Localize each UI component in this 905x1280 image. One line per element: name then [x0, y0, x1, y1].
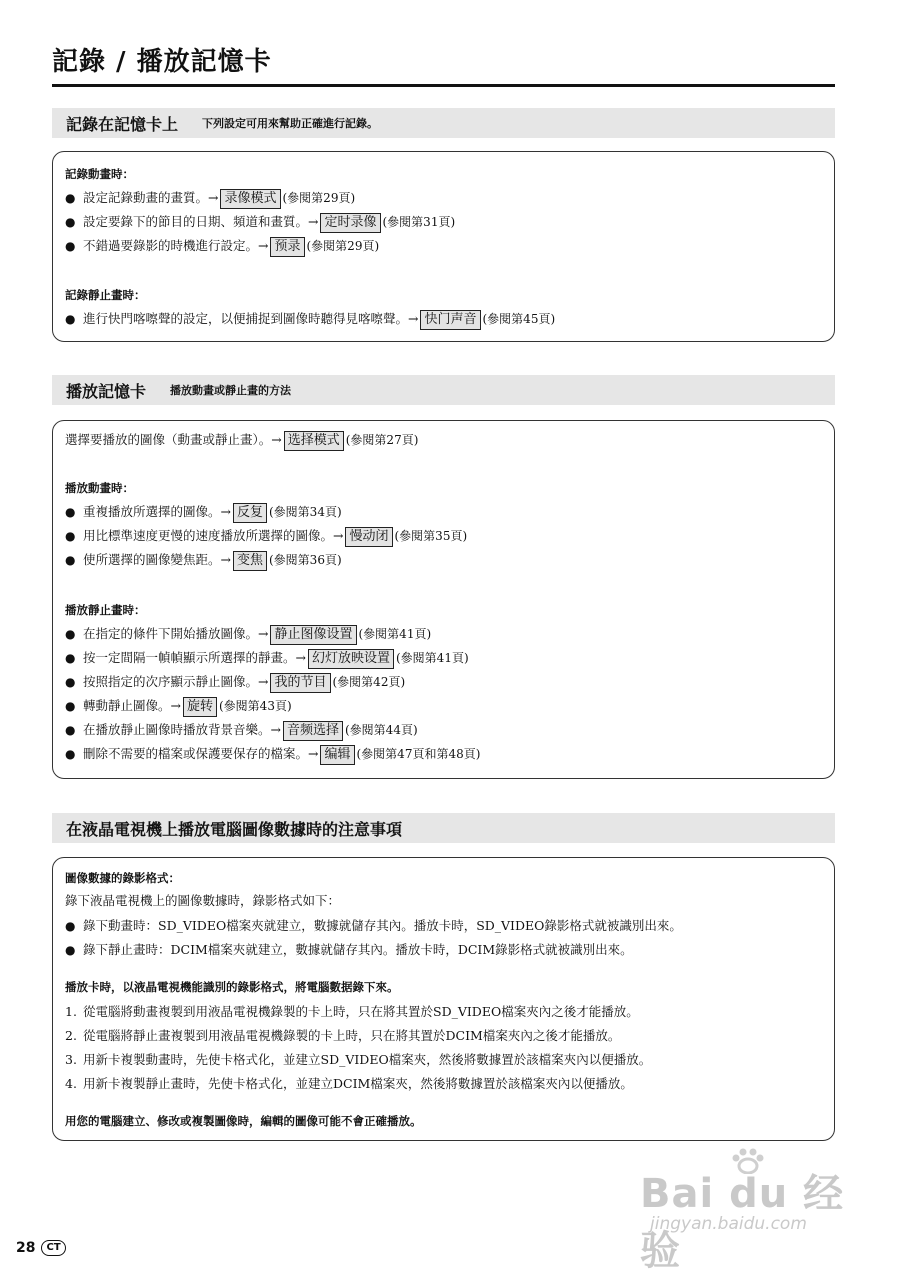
list-item: [65, 672, 822, 693]
page-ref: (參閱第34頁): [269, 505, 342, 519]
menu-key: 旋转: [183, 697, 217, 717]
baidu-watermark: [640, 1148, 870, 1274]
menu-key: 编辑: [320, 745, 354, 765]
list-item: [65, 550, 822, 571]
step-text: 用新卡複製動畫時，先使卡格式化，並建立SD_VIDEO檔案夾，然後將數據置於該檔案夾內以便播放。: [83, 1052, 652, 1067]
menu-key: 音频选择: [283, 721, 343, 741]
group-heading: 記錄動畫時：: [65, 167, 134, 181]
page-ref: (參閱第43頁): [219, 699, 292, 713]
intro-line: [65, 430, 822, 451]
page-ref: (參閱第35頁): [394, 529, 468, 543]
item-text: 不錯過要錄影的時機進行設定。→: [83, 238, 269, 253]
menu-key: 选择模式: [284, 431, 344, 451]
section-subtitle: 播放動畫或靜止畫的方法: [170, 384, 292, 397]
section-header-notes: [52, 813, 835, 843]
item-text: 設定記錄動畫的畫質。→: [83, 190, 219, 205]
section-header-record: [52, 108, 835, 138]
section-title: 播放記憶卡: [66, 381, 147, 401]
item-text: 重複播放所選擇的圖像。→: [83, 504, 231, 519]
watermark-brand: Bai du 经验: [640, 1171, 845, 1274]
copy-heading: 播放卡時，以液晶電視機能識別的錄影格式，將電腦數据錄下來。: [65, 980, 399, 994]
page-ref: (參閱第41頁): [358, 627, 432, 641]
step-text: 從電腦將動畫複製到用液晶電視機錄製的卡上時，只在將其置於SD_VIDEO檔案夾內之後才能播放。: [83, 1004, 639, 1019]
section-title: 在液晶電視機上播放電腦圖像數據時的注意事項: [66, 819, 403, 839]
item-text: 設定要錄下的節目的日期、頻道和畫質。→: [83, 214, 319, 229]
menu-key: 静止图像设置: [270, 625, 356, 645]
watermark-url: jingyan.baidu.com: [650, 1214, 807, 1234]
list-item: [65, 648, 822, 669]
menu-key: 幻灯放映设置: [308, 649, 394, 669]
step-number: 1.: [65, 1004, 77, 1019]
bullet-icon: ●: [65, 312, 76, 326]
item-text: 按一定間隔一幀幀顯示所選擇的靜畫。→: [83, 650, 306, 665]
language-badge: CT: [41, 1240, 65, 1256]
page-ref: (參閱第45頁): [482, 312, 556, 326]
bullet-icon: ●: [65, 529, 76, 543]
page-number: [16, 1240, 66, 1256]
page-title: 記錄 / 播放記憶卡: [52, 47, 272, 77]
bullet-icon: ●: [65, 747, 76, 761]
numbered-step: [65, 1002, 822, 1022]
page-ref: (參閱第47頁和第48頁): [356, 747, 481, 761]
numbered-step: [65, 1074, 822, 1094]
numbered-step: [65, 1026, 822, 1046]
item-text: 選擇要播放的圖像（動畫或靜止畫）。→: [65, 432, 282, 447]
numbered-step: [65, 1050, 822, 1070]
item-text: 錄下動畫時：SD_VIDEO檔案夾就建立，數據就儲存其內。播放卡時，SD_VIDEO錄影格式就被識別出來。: [83, 918, 682, 933]
menu-key: 预录: [270, 237, 304, 257]
step-text: 從電腦將靜止畫複製到用液晶電視機錄製的卡上時，只在將其置於DCIM檔案夾內之後才能播放。: [83, 1028, 621, 1043]
page-number-value: 28: [16, 1240, 36, 1256]
list-item: [65, 624, 822, 645]
step-number: 4.: [65, 1076, 77, 1091]
step-text: 用新卡複製靜止畫時，先使卡格式化，並建立DCIM檔案夾，然後將數據置於該檔案夾內以便播放。: [83, 1076, 633, 1091]
list-item: [65, 236, 822, 257]
section-subtitle: 下列設定可用來幫助正確進行記錄。: [202, 117, 379, 130]
group-heading: 記錄靜止畫時：: [65, 288, 146, 302]
item-text: 在指定的條件下開始播放圖像。→: [83, 626, 269, 641]
page-ref: (參閱第29頁): [282, 191, 356, 205]
item-text: 刪除不需要的檔案或保護要保存的檔案。→: [83, 746, 319, 761]
title-divider: [52, 84, 835, 87]
format-intro: 錄下液晶電視機上的圖像數據時，錄影格式如下：: [65, 893, 341, 908]
bullet-icon: ●: [65, 943, 76, 957]
item-text: 進行快門喀嚓聲的設定，以便捕捉到圖像時聽得見喀嚓聲。→: [83, 311, 419, 326]
page-ref: (參閱第42頁): [332, 675, 406, 689]
list-item: [65, 526, 822, 547]
bullet-icon: ●: [65, 239, 76, 253]
bullet-icon: ●: [65, 505, 76, 519]
page-ref: (參閱第29頁): [306, 239, 380, 253]
bullet-icon: ●: [65, 723, 76, 737]
page-ref: (參閱第31頁): [382, 215, 456, 229]
warning-text: 用您的電腦建立、修改或複製圖像時，編輯的圖像可能不會正確播放。: [65, 1114, 422, 1128]
menu-key: 快门声音: [420, 310, 480, 330]
bullet-icon: ●: [65, 553, 76, 567]
bullet-icon: ●: [65, 627, 76, 641]
list-item: [65, 309, 822, 330]
list-item: [65, 744, 822, 765]
item-text: 用比標準速度更慢的速度播放所選擇的圖像。→: [83, 528, 344, 543]
section-title: 記錄在記憶卡上: [66, 114, 179, 134]
menu-key: 录像模式: [220, 189, 280, 209]
menu-key: 定时录像: [320, 213, 380, 233]
playback-box: [52, 420, 835, 779]
menu-key: 慢动闭: [345, 527, 392, 547]
bullet-icon: ●: [65, 191, 76, 205]
list-item: [65, 696, 822, 717]
notes-box: [52, 857, 835, 1141]
menu-key: 反复: [233, 503, 267, 523]
bullet-icon: ●: [65, 699, 76, 713]
item-text: 按照指定的次序顯示靜止圖像。→: [83, 674, 269, 689]
step-number: 2.: [65, 1028, 77, 1043]
page-ref: (參閱第41頁): [396, 651, 469, 665]
list-item: [65, 212, 822, 233]
page-ref: (參閱第44頁): [345, 723, 418, 737]
list-item: [65, 502, 822, 523]
list-item: [65, 720, 822, 741]
section-header-playback: [52, 375, 835, 405]
group-heading: 播放動畫時：: [65, 481, 134, 495]
page-ref: (參閱第36頁): [269, 553, 342, 567]
record-box: [52, 151, 835, 342]
page-ref: (參閱第27頁): [345, 433, 419, 447]
menu-key: 变焦: [233, 551, 267, 571]
bullet-icon: ●: [65, 675, 76, 689]
format-heading: 圖像數據的錄影格式：: [65, 871, 180, 885]
group-heading: 播放靜止畫時：: [65, 603, 146, 617]
step-number: 3.: [65, 1052, 77, 1067]
list-item: [65, 188, 822, 209]
bullet-icon: ●: [65, 651, 76, 665]
item-text: 在播放靜止圖像時播放背景音樂。→: [83, 722, 281, 737]
bullet-icon: ●: [65, 919, 76, 933]
list-item: [65, 940, 822, 960]
menu-key: 我的节目: [270, 673, 330, 693]
item-text: 使所選擇的圖像變焦距。→: [83, 552, 231, 567]
item-text: 錄下靜止畫時：DCIM檔案夾就建立，數據就儲存其內。播放卡時，DCIM錄影格式就被識別出來。: [83, 942, 633, 957]
item-text: 轉動靜止圖像。→: [83, 698, 181, 713]
list-item: [65, 916, 822, 936]
bullet-icon: ●: [65, 215, 76, 229]
